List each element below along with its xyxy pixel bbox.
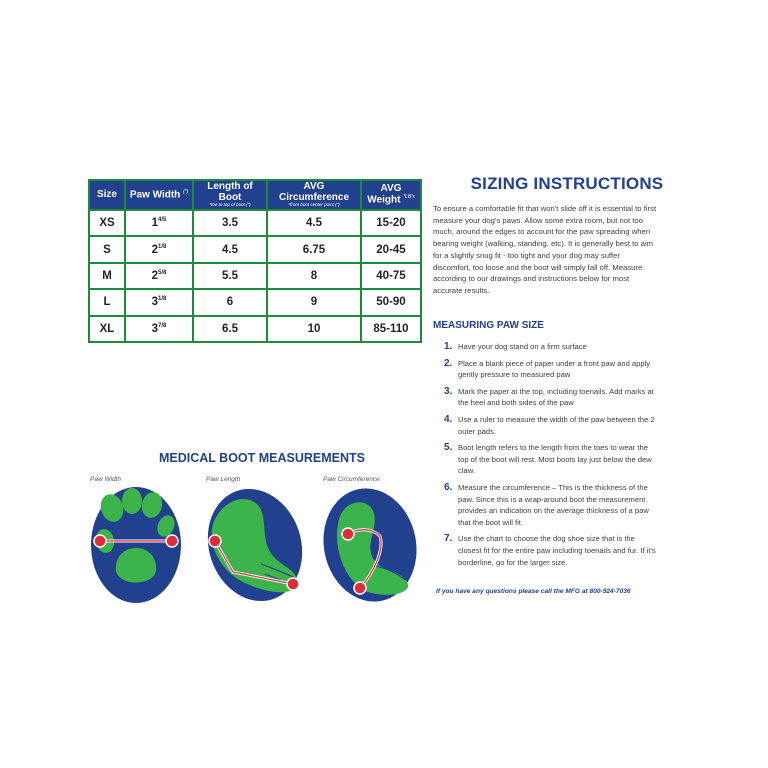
paw-length-label: Paw Length (206, 476, 241, 483)
cell-length: 6.5 (193, 316, 267, 342)
list-item (444, 482, 659, 528)
cell-length: 3.5 (193, 210, 267, 236)
cell-size: M (89, 263, 125, 289)
cell-weight: 20-45 (361, 236, 421, 262)
step-text: Place a blank piece of paper under a front paw and apply gently pressure to measured paw (458, 358, 651, 380)
cell-weight: 40-75 (361, 263, 421, 289)
step-number: 2. (444, 357, 453, 369)
cell-paw-width: $2^{1/8}$ (125, 236, 193, 262)
list-item (444, 386, 659, 409)
paw-circumference-icon (318, 484, 424, 608)
cell-length: 4.5 (193, 236, 267, 262)
step-number: 4. (444, 413, 453, 425)
step-text: Have your dog stand on a firm surface (458, 342, 587, 351)
header-avg-circumference: AVG Circumference *from boot center point (") (267, 180, 361, 210)
cell-circumference: 10 (267, 316, 361, 342)
step-text: Use a ruler to measure the width of the paw between the 2 outer pads. (458, 414, 655, 436)
header-paw-width: Paw Width (") (125, 180, 193, 210)
cell-paw-width: $1^{4/5}$ (125, 210, 193, 236)
paw-width-label: Paw Width (90, 476, 122, 483)
cell-circumference: 6.75 (267, 236, 361, 262)
step-number: 1. (444, 341, 453, 352)
cell-size: S (89, 236, 125, 262)
measuring-steps-list (444, 341, 659, 573)
contact-phone-note: If you have any questions please call the MFG at 800-924-7036 (436, 588, 631, 595)
step-number: 3. (444, 385, 453, 397)
cell-paw-width: $3^{7/8}$ (125, 316, 193, 342)
step-text: Boot length refers to the length from the toes to wear the top of the boot will rest. Most boots lay just below the dew claw. (458, 443, 652, 476)
step-number: 7. (444, 533, 453, 545)
medical-boot-measurements-title: MEDICAL BOOT MEASUREMENTS (158, 451, 366, 465)
cell-paw-width: $2^{5/8}$ (125, 263, 193, 289)
header-avg-weight: AVG Weight $^{*LB's}$ (361, 180, 421, 210)
cell-circumference: 8 (267, 263, 361, 289)
cell-length: 6 (193, 289, 267, 315)
list-item (444, 533, 659, 568)
size-chart-table (88, 179, 422, 343)
paw-width-icon (88, 484, 188, 608)
cell-circumference: 4.5 (267, 210, 361, 236)
cell-paw-width: $3^{1/8}$ (125, 289, 193, 315)
cell-weight: 85-110 (361, 316, 421, 342)
cell-size: XS (89, 210, 125, 236)
cell-size: L (89, 289, 125, 315)
list-item (444, 442, 659, 477)
sizing-instructions-title: SIZING INSTRUCTIONS (470, 174, 664, 193)
cell-circumference: 9 (267, 289, 361, 315)
list-item (444, 341, 659, 353)
step-number: 6. (444, 481, 453, 493)
header-size: Size (89, 180, 125, 210)
cell-weight: 15-20 (361, 210, 421, 236)
cell-weight: 50-90 (361, 289, 421, 315)
measuring-paw-size-title: MEASURING PAW SIZE (433, 320, 544, 331)
step-text: Mark the paper at the top, including toenails. Add marks at the heel and both sides of the paw (458, 386, 654, 408)
paw-circumference-label: Paw Circumference (323, 476, 380, 483)
cell-size: XL (89, 316, 125, 342)
header-length-of-boot: Length of Boot *toe to top of boot (") (193, 180, 267, 210)
step-number: 5. (444, 442, 453, 454)
step-text: Measure the circumference – This is the thickness of the paw. Since this is a wrap-around boot the measurement provides an indication on the average thickness of a paw that the boot will fit. (458, 482, 649, 527)
table-row (89, 289, 421, 315)
table-row (89, 236, 421, 262)
cell-length: 5.5 (193, 263, 267, 289)
table-row (89, 263, 421, 289)
list-item (444, 358, 659, 381)
table-row (89, 316, 421, 342)
list-item (444, 414, 659, 437)
paw-length-icon (203, 484, 309, 608)
table-row (89, 210, 421, 236)
table-header-row (89, 180, 421, 210)
step-text: Use the chart to choose the dog shoe size that is the closest fit for the entire paw including toenails and fur. If it's borderline, go for the larger size. (458, 534, 656, 567)
sizing-intro-text: To ensure a comfortable fit that won't slide off it is essential to first measure your dog's paws. Allow some extra room, but not too much, around the edges to account for the paw spreading when bearing weight (walking, standing, etc). It is generally best to aim for a slightly snug fit - too tight and your dog may suffer discomfort, too loose and the boot will simply fall off. Measure according to our drawings and instructions below for most accurate results. (433, 204, 657, 295)
